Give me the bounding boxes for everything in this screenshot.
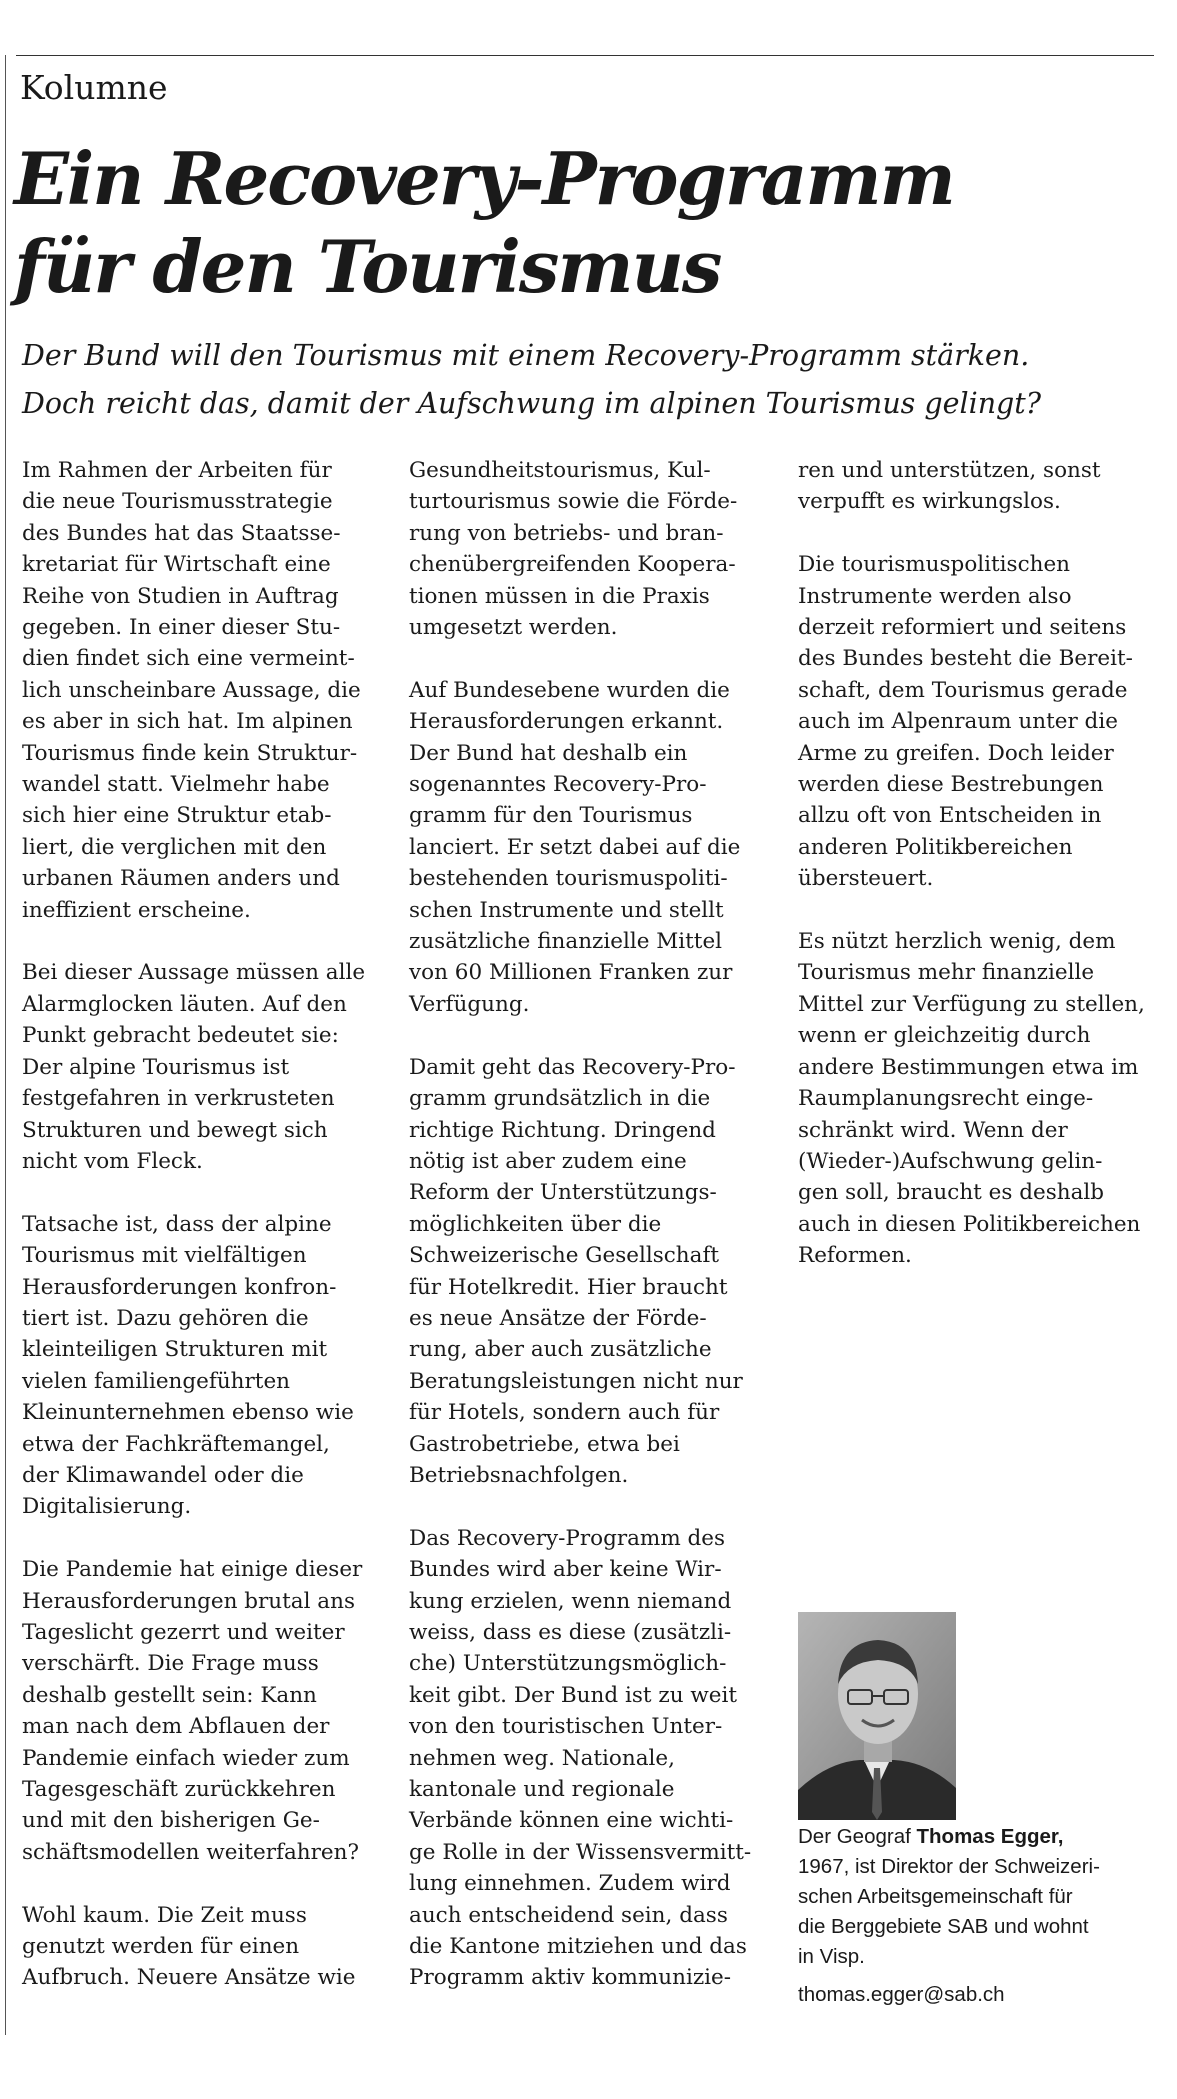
author-caption <box>798 1822 1158 1972</box>
left-rule <box>5 55 6 2035</box>
headline-line-2: für den Tourismus <box>14 224 721 309</box>
top-rule <box>16 55 1154 56</box>
paragraph: Wohl kaum. Die Zeit muss genutzt werden für einen Aufbruch. Neuere Ansätze wie <box>22 1902 356 1991</box>
paragraph: Die tourismuspolitischen Instrumente werden also derzeit reformiert und seitens des Bundes besteht die Bereit- schaft, dem Tourismus gerade auch im Alpenraum unter die Arme zu greifen. Doch leider werden diese Bestrebungen allzu oft von Entscheiden in anderen Politikbereichen übersteuert. <box>798 552 1133 892</box>
headline-line-1: Ein Recovery-Programm <box>14 136 954 221</box>
author-portrait <box>798 1612 956 1820</box>
paragraph: Bei dieser Aussage müssen alle Alarmglocken läuten. Auf den Punkt gebracht bedeutet sie: Der alpine Tourismus ist festgefahren in verkrusteten Strukturen und bewegt sich nicht vom Fleck. <box>22 960 366 1174</box>
author-email: thomas.egger@sab.ch <box>798 1983 1005 2006</box>
article-lead <box>22 332 1152 428</box>
article-headline <box>14 135 1134 311</box>
caption-body: 1967, ist Direktor der Schweizeri- schen Arbeitsgemeinschaft für die Berggebiete SAB und wohnt in Visp. <box>798 1855 1100 1968</box>
section-kicker: Kolumne <box>20 68 168 107</box>
lead-line-1: Der Bund will den Tourismus mit einem Recovery-Programm stärken. <box>22 339 1030 372</box>
text-column-2 <box>409 455 769 2025</box>
paragraph: Die Pandemie hat einige dieser Herausforderungen brutal ans Tageslicht gezerrt und weiter verschärft. Die Frage muss deshalb gestellt sein: Kann man nach dem Abflauen der Pandemie einfach wieder zum Tagesgeschäft zurückkehren und mit den bisherigen Ge- schäftsmodellen weiterfahren? <box>22 1557 363 1865</box>
paragraph: Damit geht das Recovery-Pro- gramm grundsätzlich in die richtige Richtung. Dringend nötig ist aber zudem eine Reform der Unterstützungs- möglichkeiten über die Schweizerische Gesellschaft für Hotelkredit. Hier braucht es neue Ansätze der Förde- rung, aber auch zusätzliche Beratungsleistungen nicht nur für Hotels, sondern auch für Gastrobetriebe, etwa bei Betriebsnachfolgen. <box>409 1054 743 1488</box>
portrait-image <box>798 1612 956 1820</box>
text-column-3 <box>798 455 1158 1303</box>
paragraph: Es nützt herzlich wenig, dem Tourismus mehr finanzielle Mittel zur Verfügung zu stellen, wenn er gleichzeitig durch andere Bestimmungen etwa im Raumplanungsrecht einge- schränkt wird. Wenn der (Wieder-)Aufschwung gelin- gen soll, braucht es deshalb auch in diesen Politikbereichen Reformen. <box>798 929 1145 1269</box>
paragraph: Im Rahmen der Arbeiten für die neue Tourismusstrategie des Bundes hat das Staatsse- kretariat für Wirtschaft eine Reihe von Studien in Auftrag gegeben. In einer dieser Stu- dien findet sich eine vermeint- lich unscheinbare Aussage, die es aber in sich hat. Im alpinen Tourismus finde kein Struktur- wandel statt. Vielmehr habe sich hier eine Struktur etab- liert, die verglichen mit den urbanen Räumen anders und ineffizient erscheine. <box>22 458 361 923</box>
paragraph: ren und unterstützen, sonst verpufft es wirkungslos. <box>798 458 1101 515</box>
paragraph: Das Recovery-Programm des Bundes wird aber keine Wir- kung erzielen, wenn niemand weiss, dass es diese (zusätzli- che) Unterstützungsmöglich- keit gibt. Der Bund ist zu weit von den touristischen Unter- nehmen weg. Nationale, kantonale und regionale Verbände können eine wichti- ge Rolle in der Wissensvermitt- lung einnehmen. Zudem wird auch entscheidend sein, dass die Kantone mitziehen und das Programm aktiv kommunizie- <box>409 1525 752 1991</box>
caption-prefix: Der Geograf <box>798 1825 917 1848</box>
paragraph: Auf Bundesebene wurden die Herausforderungen erkannt. Der Bund hat deshalb ein sogenanntes Recovery-Pro- gramm für den Tourismus lanciert. Er setzt dabei auf die bestehenden tourismuspoliti- schen Instrumente und stellt zusätzliche finanzielle Mittel von 60 Millionen Franken zur Verfügung. <box>409 677 741 1017</box>
lead-line-2: Doch reicht das, damit der Aufschwung im alpinen Tourismus gelingt? <box>22 387 1042 420</box>
paragraph: Tatsache ist, dass der alpine Tourismus mit vielfältigen Herausforderungen konfron- tiert ist. Dazu gehören die kleinteiligen Strukturen mit vielen familiengeführten Kleinunternehmen ebenso wie etwa der Fachkräftemangel, der Klimawandel oder die Digitalisierung. <box>22 1211 354 1520</box>
paragraph: Gesundheitstourismus, Kul- turtourismus sowie die Förde- rung von betriebs- und bran- chenübergreifenden Koopera- tionen müssen in die Praxis umgesetzt werden. <box>409 458 738 641</box>
author-name: Thomas Egger, <box>916 1825 1064 1848</box>
text-column-1 <box>22 455 382 2025</box>
